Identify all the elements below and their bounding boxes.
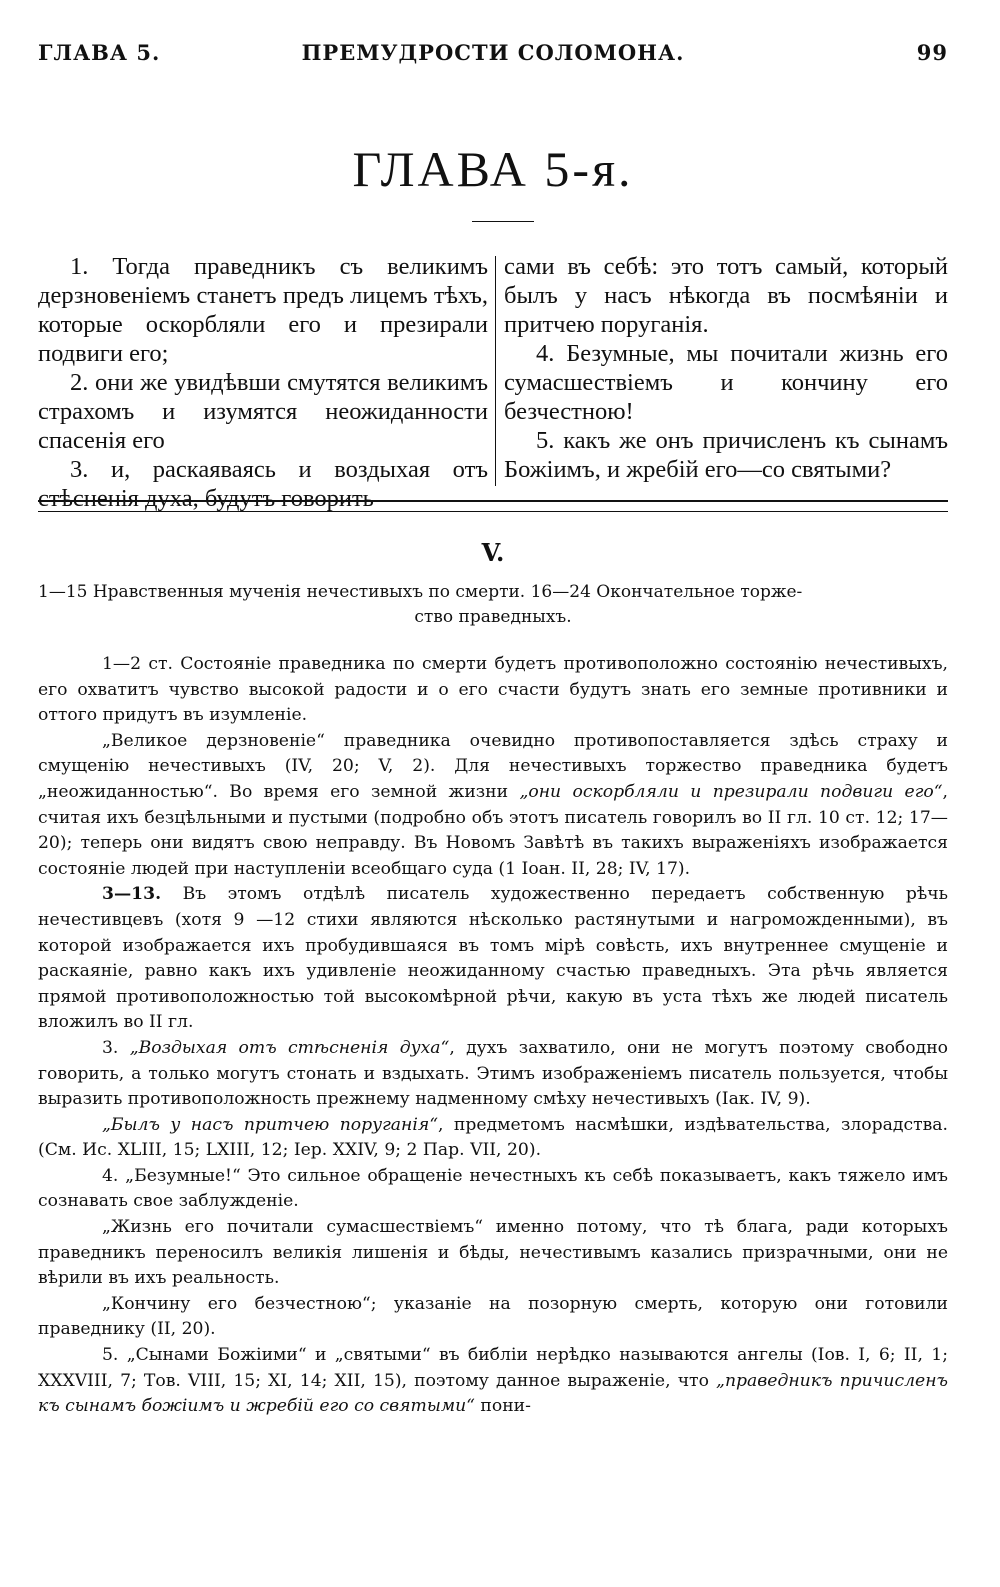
- running-head-chapter: ГЛАВА 5.: [38, 40, 161, 65]
- paragraph-text: „Великое дерзновеніе“ праведника очевидно противопоставляется здѣсь страху и смущенію нечестивыхъ (IV, 20; V, 2). Для нечестивыхъ торжество праведника будетъ „неожиданностью“. Во время его земной жизни: [38, 730, 948, 802]
- section-summary: [38, 580, 948, 630]
- verse-3-continued: сами въ себѣ: это тотъ самый, который былъ у насъ нѣкогда въ посмѣяніи и притчею поруганія.: [504, 253, 948, 338]
- verse-4: 4. Безумные, мы почитали жизнь его сумасшествіемъ и кончину его безчестною!: [504, 340, 948, 425]
- separator-thick: [38, 500, 948, 502]
- book-page: [38, 0, 948, 1587]
- paragraph-text: , духъ захватило, они не могутъ поэтому свободно говорить, а только могутъ стонать и вздыхать. Этимъ изображеніемъ писатель пользуется, чтобы выразить противоположность прежнему надменному смѣху нечестивыхъ (Іак. IV, 9).: [38, 1037, 948, 1110]
- running-head: [38, 40, 948, 70]
- title-rule: [472, 221, 534, 222]
- verse-ref: 3—13.: [102, 884, 162, 905]
- commentary-paragraph: [38, 1036, 948, 1113]
- column-divider: [495, 256, 496, 486]
- italic-quote: „праведникъ причисленъ къ сынамъ божіимъ и жребій его со святыми“: [38, 1370, 948, 1417]
- scripture-column-left: [38, 252, 488, 513]
- paragraph-text: „Кончину его безчестною“; указаніе на позорную смерть, которую они готовили праведнику (II, 20).: [38, 1293, 948, 1340]
- commentary-paragraph: [38, 882, 948, 1036]
- paragraph-text: „Сынами Божіими“ и „святыми“ въ библіи нерѣдко называются ангелы (Іов. I, 6; II, 1; XXXVIII, 7; Тов. VIII, 15; XI, 14; XII, 15), поэтому данное выраженіе, что: [38, 1345, 948, 1391]
- separator-thin: [38, 511, 948, 512]
- chapter-title: ГЛАВА 5-я.: [352, 141, 634, 197]
- section-number: V.: [481, 538, 505, 567]
- verse-ref: 1—2: [102, 654, 142, 674]
- scripture-column-right: [504, 252, 948, 484]
- verse-ref: 5.: [102, 1345, 119, 1366]
- page-number: 99: [916, 40, 948, 65]
- paragraph-text: , считая ихъ безцѣльными и пустыми (подробно объ этотъ писатель говорилъ во II гл. 10 ст. 12; 17—20); теперь они видятъ свою неправду. Въ Новомъ Завѣтѣ въ такихъ выраженіяхъ изображается состояніе людей при наступленіи всеобщаго суда (1 Іоан. II, 28; IV, 17).: [38, 781, 949, 879]
- verse-ref: 4.: [102, 1165, 119, 1186]
- verse-5: 5. какъ же онъ причисленъ къ сынамъ Божіимъ, и жребій его—со святыми?: [504, 427, 948, 483]
- verse-2: 2. они же увидѣвши смутятся великимъ страхомъ и изумятся неожиданности спасенія его: [38, 369, 488, 454]
- summary-line-2: ство праведныхъ.: [414, 607, 572, 627]
- paragraph-text: „Безумные!“ Это сильное обращеніе нечестныхъ къ себѣ показываетъ, какъ тяжело имъ сознавать свое заблужденіе.: [38, 1165, 948, 1212]
- commentary-paragraph: [38, 1292, 948, 1343]
- paragraph-text: „Жизнь его почитали сумасшествіемъ“ именно потому, что тѣ блага, ради которыхъ праведникъ переносилъ великія лишенія и бѣды, нечестивымъ казались призрачными, они не вѣрили въ ихъ реальность.: [38, 1217, 948, 1289]
- verse-ref: 3.: [102, 1037, 119, 1058]
- commentary-paragraph: [38, 1215, 948, 1292]
- commentary-paragraph: [38, 1113, 948, 1164]
- commentary-paragraph: [38, 729, 948, 883]
- paragraph-text: пони-: [474, 1396, 531, 1417]
- commentary-paragraph: [38, 652, 948, 729]
- commentary-paragraph: [38, 1343, 948, 1420]
- running-head-book-title: ПРЕМУДРОСТИ СОЛОМОНА.: [301, 40, 685, 65]
- summary-line-1: 1—15 Нравственныя мученія нечестивыхъ по смерти. 16—24 Окончательное торже-: [38, 582, 803, 602]
- verse-1: 1. Тогда праведникъ съ великимъ дерзновеніемъ станетъ предъ лицемъ тѣхъ, которые оскорбляли его и презирали подвиги его;: [38, 253, 488, 367]
- paragraph-text: Въ этомъ отдѣлѣ писатель художественно передаетъ собственную рѣчь нечестивцевъ (хотя 9 —12 стихи являются нѣсколько растянутыми и нагроможденными), въ которой изображается ихъ пробудившаяся въ томъ мірѣ совѣсть, ихъ внутреннее смущеніе и раскаяніе, равно какъ ихъ удивленіе неожиданному счастью праведныхъ. Эта рѣчь является прямой противоположностью той высокомѣрной рѣчи, какую въ уста тѣхъ же людей писатель вложилъ во II гл.: [38, 884, 948, 1033]
- italic-quote: „Воздыхая отъ стѣсненія духа“: [129, 1037, 450, 1058]
- paragraph-text: , предметомъ насмѣшки, издѣвательства, злорадства. (См. Ис. XLIII, 15; LXIII, 12; Іер. XXIV, 9; 2 Пар. VII, 20).: [38, 1114, 948, 1161]
- italic-quote: „Былъ у насъ притчею поруганія“: [102, 1114, 439, 1135]
- commentary: [38, 652, 948, 1420]
- verse-3: 3. и, раскаяваясь и воздыхая отъ стѣсненія духа, будутъ говорить: [38, 456, 488, 512]
- paragraph-text: ст. Состояніе праведника по смерти будетъ противоположно состоянію нечестивыхъ, его охватитъ чувство высокой радости и о его счасти будутъ знать его земные противники и оттого придутъ въ изумленіе.: [38, 654, 948, 726]
- scripture-text: [38, 252, 948, 512]
- italic-quote: „они оскорбляли и презирали подвиги его“: [519, 781, 943, 802]
- commentary-paragraph: [38, 1164, 948, 1215]
